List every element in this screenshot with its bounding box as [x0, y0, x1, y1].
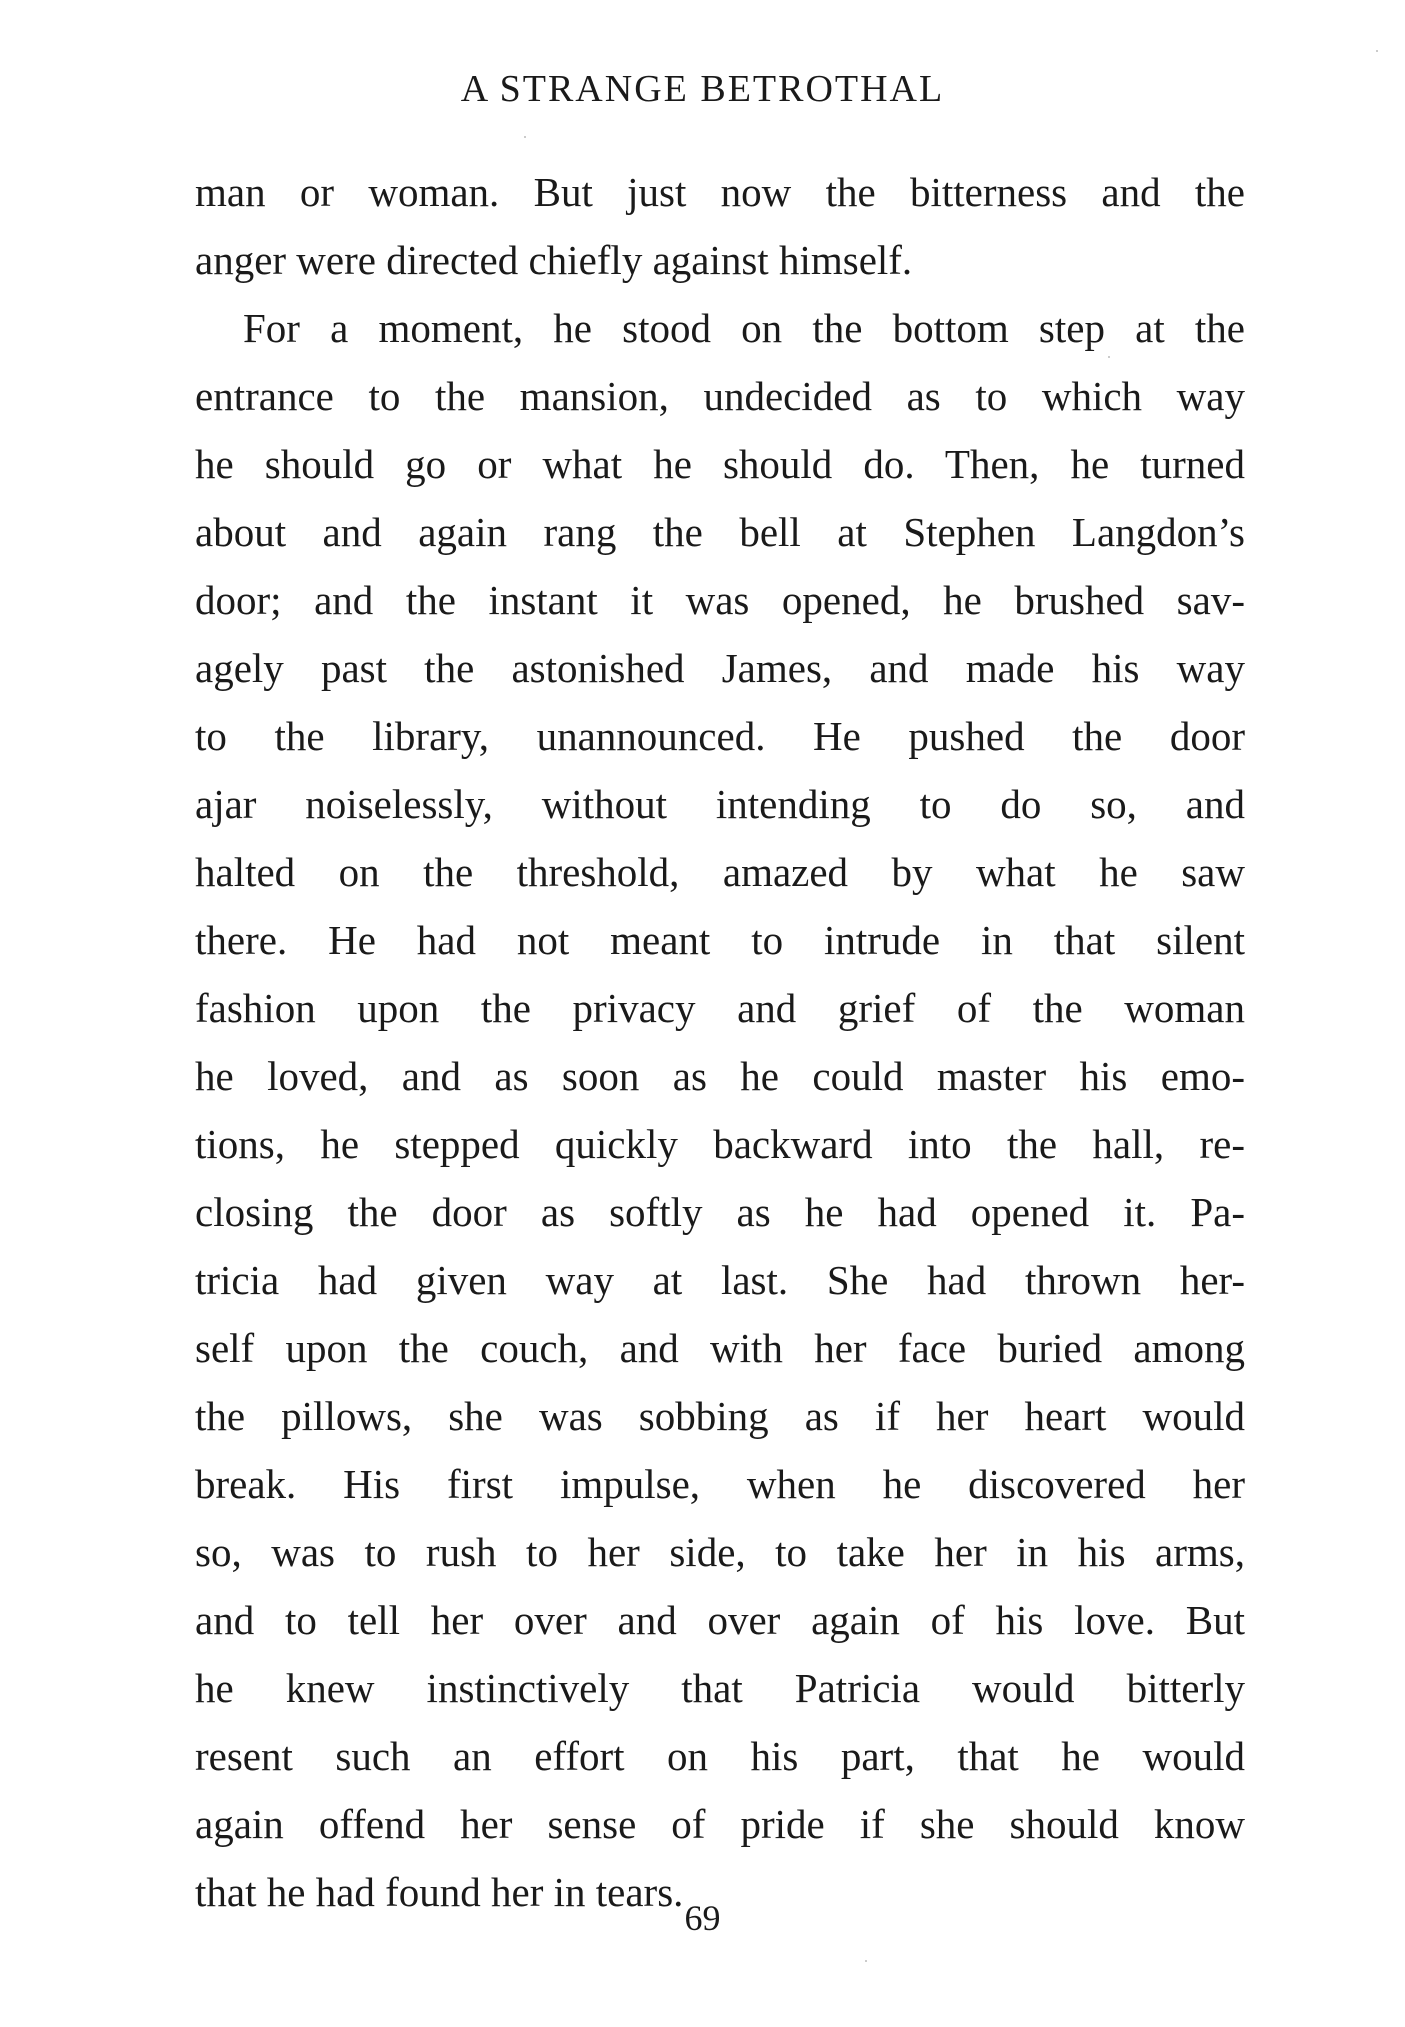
text-line: agely past the astonished James, and made his way: [195, 645, 1245, 691]
text-line: tricia had given way at last. She had thrown her-: [195, 1257, 1245, 1303]
text-line: again offend her sense of pride if she should know: [195, 1801, 1245, 1847]
text-line: man or woman. But just now the bitterness and the: [195, 169, 1245, 215]
text-line: about and again rang the bell at Stephen Langdon’s: [195, 509, 1245, 555]
scan-speck: [1376, 50, 1378, 52]
text-line: ajar noiselessly, without intending to do so, and: [195, 781, 1245, 827]
text-line: entrance to the mansion, undecided as to which way: [195, 373, 1245, 419]
text-line: to the library, unannounced. He pushed the door: [195, 713, 1245, 759]
text-line: tions, he stepped quickly backward into the hall, re-: [195, 1121, 1245, 1167]
text-line: and to tell her over and over again of his love. But: [195, 1597, 1245, 1643]
text-line: that he had found her in tears.: [195, 1869, 684, 1915]
scan-speck: [524, 136, 526, 138]
text-line: door; and the instant it was opened, he brushed sav-: [195, 577, 1245, 623]
text-line: so, was to rush to her side, to take her in his arms,: [195, 1529, 1245, 1575]
text-line: there. He had not meant to intrude in that silent: [195, 917, 1245, 963]
text-line: he should go or what he should do. Then, he turned: [195, 441, 1245, 487]
text-line: self upon the couch, and with her face buried among: [195, 1325, 1245, 1371]
text-line: fashion upon the privacy and grief of the woman: [195, 985, 1245, 1031]
scan-speck: [1108, 356, 1110, 358]
text-line: For a moment, he stood on the bottom step at the: [243, 305, 1245, 351]
text-line: he knew instinctively that Patricia would bitterly: [195, 1665, 1245, 1711]
scan-speck: [865, 1960, 867, 1962]
text-line: the pillows, she was sobbing as if her heart would: [195, 1393, 1245, 1439]
text-line: closing the door as softly as he had opened it. Pa-: [195, 1189, 1245, 1235]
text-line: resent such an effort on his part, that he would: [195, 1733, 1245, 1779]
page-number: 69: [684, 1898, 721, 1938]
text-line: halted on the threshold, amazed by what he saw: [195, 849, 1245, 895]
running-head: A STRANGE BETROTHAL: [460, 68, 945, 110]
body-text: [195, 158, 1245, 1926]
text-line: he loved, and as soon as he could master his emo-: [195, 1053, 1245, 1099]
text-line: break. His first impulse, when he discovered her: [195, 1461, 1245, 1507]
text-line: anger were directed chiefly against himself.: [195, 237, 913, 283]
